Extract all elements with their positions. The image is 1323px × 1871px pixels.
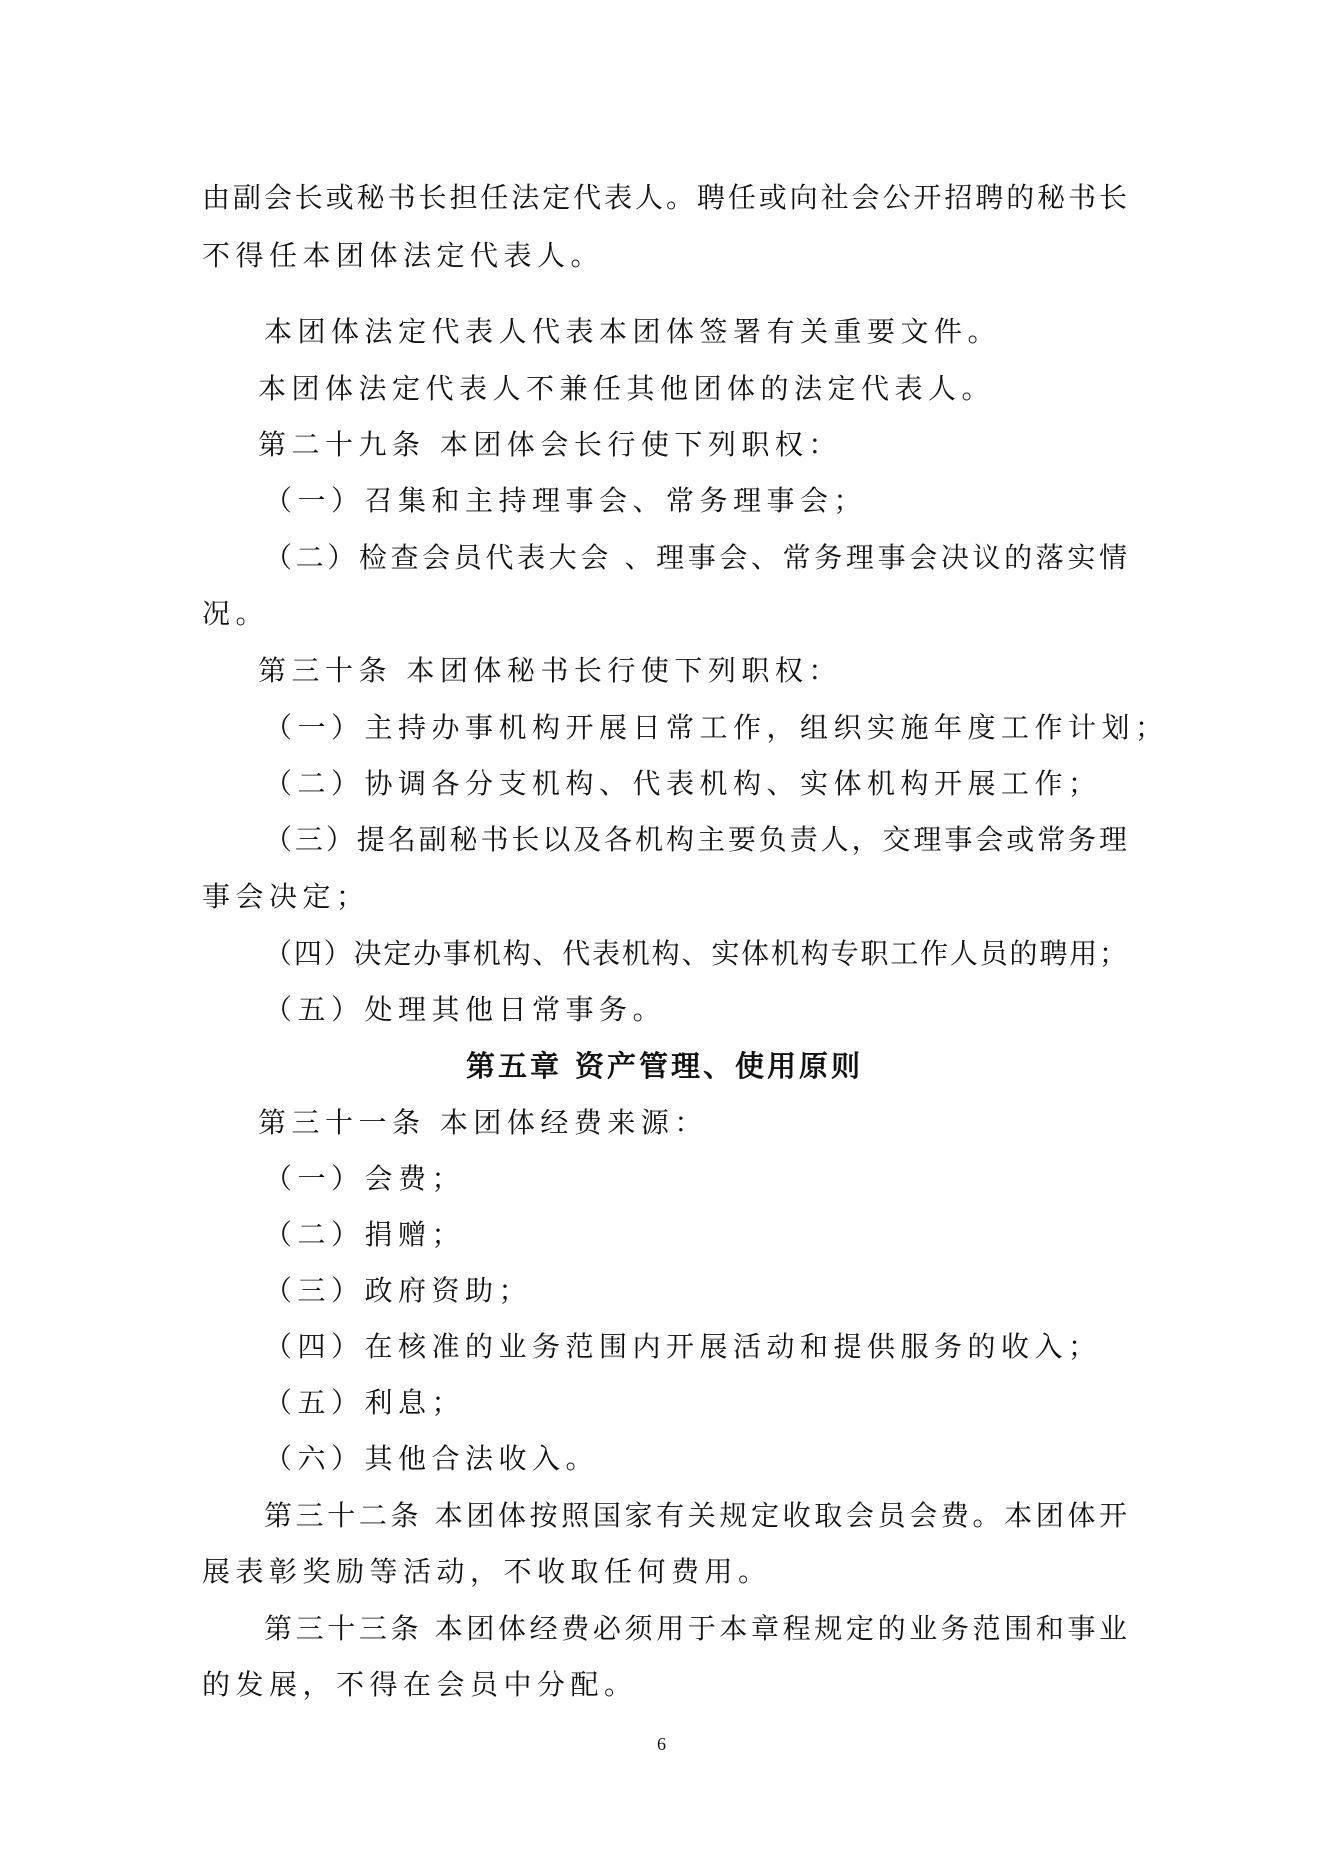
article-line: 第三十三条 本团体经费必须用于本章程规定的业务范围和事业 [264, 1612, 1127, 1645]
paragraph-line: 展表彰奖励等活动，不收取任何费用。 [202, 1555, 772, 1588]
chapter-heading: 第五章 资产管理、使用原则 [465, 1049, 864, 1083]
paragraph-line: 的发展，不得在会员中分配。 [202, 1668, 638, 1701]
list-item: （一）主持办事机构开展日常工作，组织实施年度工作计划； [264, 711, 1169, 744]
paragraph-line: 不得任本团体法定代表人。 [202, 239, 605, 272]
list-item: （三）提名副秘书长以及各机构主要负责人，交理事会或常务理 [264, 823, 1127, 856]
article-line: 第三十一条 本团体经费来源： [258, 1106, 708, 1139]
list-item: （一）召集和主持理事会、常务理事会； [264, 484, 868, 517]
paragraph-line: 本团体法定代表人代表本团体签署有关重要文件。 [264, 315, 1002, 348]
list-item: （四）在核准的业务范围内开展活动和提供服务的收入； [264, 1330, 1102, 1363]
list-item: （三）政府资助； [264, 1274, 533, 1307]
list-item: （五）利息； [264, 1386, 466, 1419]
page-number: 6 [657, 1734, 666, 1754]
list-item: （四）决定办事机构、代表机构、实体机构专职工作人员的聘用； [264, 937, 1127, 970]
list-item: （五）处理其他日常事务。 [264, 993, 667, 1026]
paragraph-line: 事会决定； [202, 880, 370, 913]
article-line: 第二十九条 本团体会长行使下列职权： [258, 428, 842, 461]
list-item: （一）会费； [264, 1162, 466, 1195]
list-item: （二）协调各分支机构、代表机构、实体机构开展工作； [264, 767, 1102, 800]
paragraph-line: 况。 [202, 597, 270, 630]
article-line: 第三十二条 本团体按照国家有关规定收取会员会费。本团体开 [264, 1499, 1127, 1532]
paragraph-line: 由副会长或秘书长担任法定代表人。聘任或向社会公开招聘的秘书长 [202, 181, 1127, 214]
article-line: 第三十条 本团体秘书长行使下列职权： [258, 654, 842, 687]
list-item: （六）其他合法收入。 [264, 1442, 600, 1475]
list-item: （二）检查会员代表大会 、理事会、常务理事会决议的落实情 [264, 541, 1127, 574]
paragraph-line: 本团体法定代表人不兼任其他团体的法定代表人。 [258, 372, 996, 405]
list-item: （二）捐赠； [264, 1218, 466, 1251]
